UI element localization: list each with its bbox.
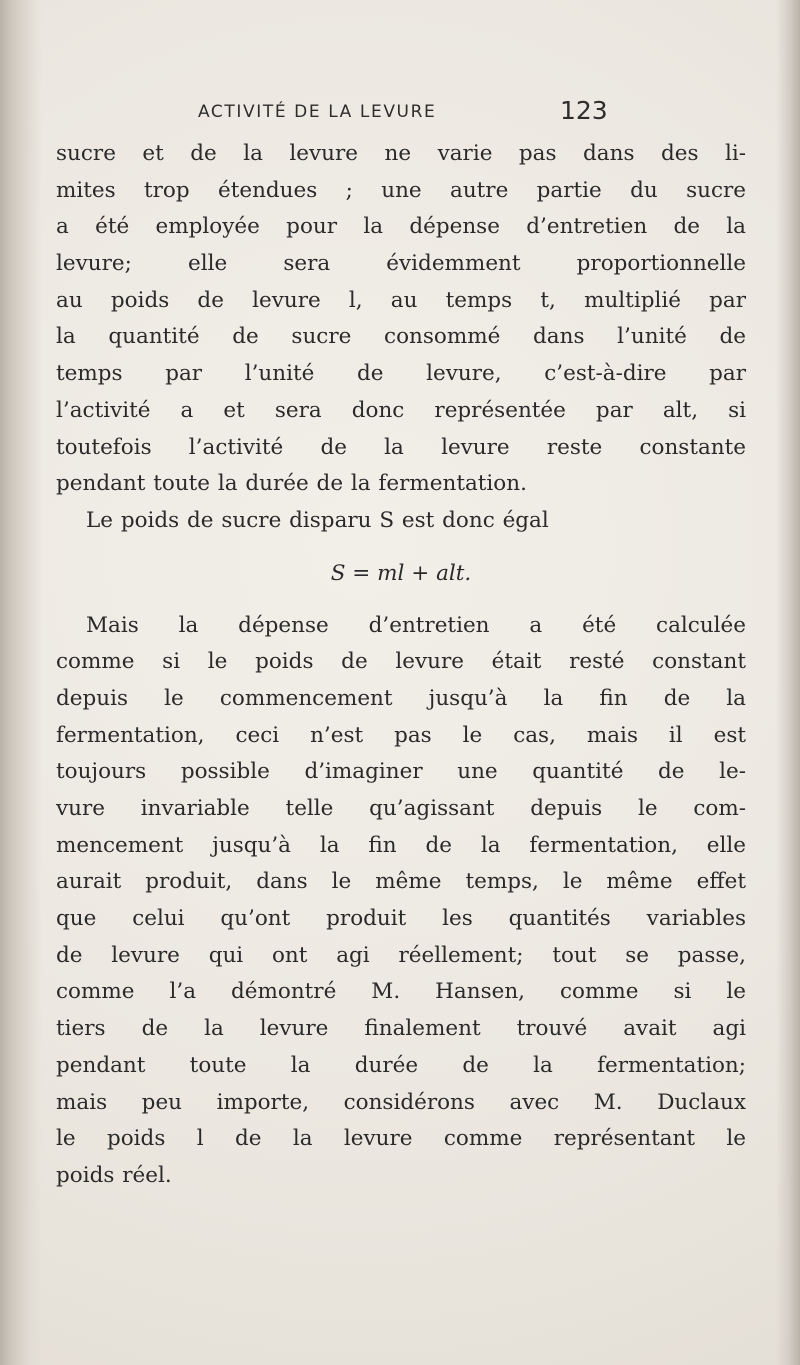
text-line: que celui qu’ont produit les quantités variables [56, 906, 746, 932]
text-line: mites trop étendues ; une autre partie du sucre [56, 177, 746, 203]
page-binding-shadow [0, 0, 42, 1365]
text-line: tiers de la levure finalement trouvé avait agi [56, 1016, 746, 1042]
text-line: temps par l’unité de levure, c’est-à-dire par [56, 361, 746, 387]
text-line: pendant toute la durée de la fermentation; [56, 1052, 746, 1078]
text-line: depuis le commencement jusqu’à la fin de la [56, 685, 746, 711]
text-line: pendant toute la durée de la fermentation. [56, 471, 527, 497]
formula: S = ml + alt. [330, 560, 472, 586]
text-line: fermentation, ceci n’est pas le cas, mais il est [56, 722, 746, 748]
text-line: mencement jusqu’à la fin de la fermentation, elle [56, 832, 746, 858]
text-line: Le poids de sucre disparu S est donc égal [86, 507, 549, 533]
text-line: comme l’a démontré M. Hansen, comme si le [56, 979, 746, 1005]
page-number: 123 [560, 96, 608, 125]
text-line: le poids l de la levure comme représentant le [56, 1126, 746, 1152]
text-line: toutefois l’activité de la levure reste constante [56, 434, 746, 460]
text-line: levure; elle sera évidemment proportionnelle [56, 251, 746, 277]
page-edge-shadow [776, 0, 800, 1365]
running-title: ACTIVITÉ DE LA LEVURE [198, 102, 437, 122]
text-line: au poids de levure l, au temps t, multiplié par [56, 287, 746, 313]
text-line: poids réel. [56, 1162, 172, 1188]
body-text [56, 136, 746, 1195]
text-line: a été employée pour la dépense d’entretien de la [56, 214, 746, 240]
text-line: vure invariable telle qu’agissant depuis le com- [56, 796, 746, 821]
text-line: toujours possible d’imaginer une quantité de le- [56, 759, 746, 785]
text-line: comme si le poids de levure était resté constant [56, 649, 746, 675]
text-line: Mais la dépense d’entretien a été calculée [86, 612, 746, 638]
text-line: de levure qui ont agi réellement; tout se passe, [56, 942, 746, 968]
text-line: la quantité de sucre consommé dans l’unité de [56, 324, 746, 350]
text-line: aurait produit, dans le même temps, le même effet [56, 869, 746, 895]
text-line: mais peu importe, considérons avec M. Duclaux [56, 1089, 746, 1115]
text-line: sucre et de la levure ne varie pas dans des li- [56, 141, 746, 166]
text-line: l’activité a et sera donc représentée par alt, si [56, 397, 746, 423]
page-header [0, 96, 800, 132]
